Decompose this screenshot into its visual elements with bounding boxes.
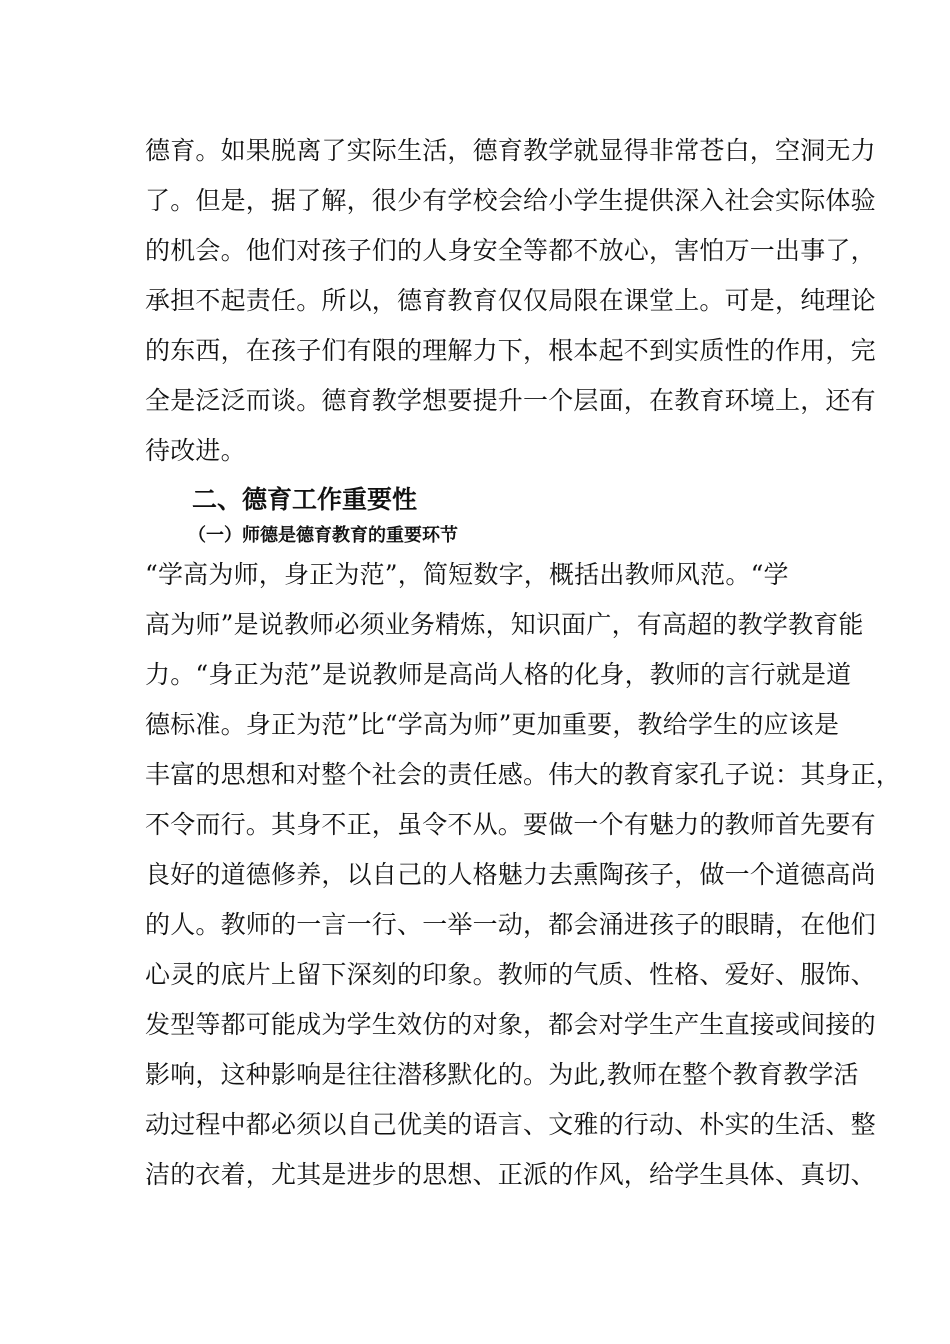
subsection-heading: （一）师德是德育教育的重要环节 — [188, 525, 458, 546]
paragraph-line: “学高为师，身正为范”，简短数字，概括出教师风范。“学 — [145, 560, 789, 589]
paragraph-line: 良好的道德修养，以自己的人格魅力去熏陶孩子，做一个道德高尚 — [145, 860, 876, 889]
paragraph-line: 了。但是，据了解，很少有学校会给小学生提供深入社会实际体验 — [145, 186, 876, 215]
paragraph-line: 全是泛泛而谈。德育教学想要提升一个层面，在教育环境上，还有 — [145, 386, 876, 415]
paragraph-line: 承担不起责任。所以，德育教育仅仅局限在课堂上。可是，纯理论 — [145, 286, 876, 315]
paragraph-line: 心灵的底片上留下深刻的印象。教师的气质、性格、爱好、服饰、 — [145, 960, 876, 989]
paragraph-line: 的人。教师的一言一行、一举一动，都会涌进孩子的眼睛，在他们 — [145, 910, 876, 939]
paragraph-line: 待改进。 — [145, 436, 246, 465]
paragraph-line: 德标准。身正为范”比“学高为师”更加重要，教给学生的应该是 — [145, 710, 840, 739]
paragraph-line: 影响，这种影响是往往潜移默化的。为此,教师在整个教育教学活 — [145, 1060, 859, 1089]
paragraph-line: 洁的衣着，尤其是进步的思想、正派的作风，给学生具体、真切、 — [145, 1160, 876, 1189]
paragraph-line: 动过程中都必须以自己优美的语言、文雅的行动、朴实的生活、整 — [145, 1110, 876, 1139]
paragraph-line: 不令而行。其身不正，虽令不从。要做一个有魅力的教师首先要有 — [145, 810, 876, 839]
paragraph-line: 德育。如果脱离了实际生活，德育教学就显得非常苍白，空洞无力 — [145, 136, 876, 165]
paragraph-line: 发型等都可能成为学生效仿的对象，都会对学生产生直接或间接的 — [145, 1010, 876, 1039]
paragraph-line: 的机会。他们对孩子们的人身安全等都不放心，害怕万一出事了， — [145, 236, 876, 265]
section-heading: 二、德育工作重要性 — [192, 485, 418, 514]
paragraph-line: 高为师”是说教师必须业务精炼，知识面广，有高超的教学教育能 — [145, 610, 864, 639]
paragraph-line: 的东西，在孩子们有限的理解力下，根本起不到实质性的作用，完 — [145, 336, 876, 365]
paragraph-line: 力。“身正为范”是说教师是高尚人格的化身，教师的言行就是道 — [145, 660, 852, 689]
paragraph-line: 丰富的思想和对整个社会的责任感。伟大的教育家孔子说：其身正， — [145, 760, 902, 789]
